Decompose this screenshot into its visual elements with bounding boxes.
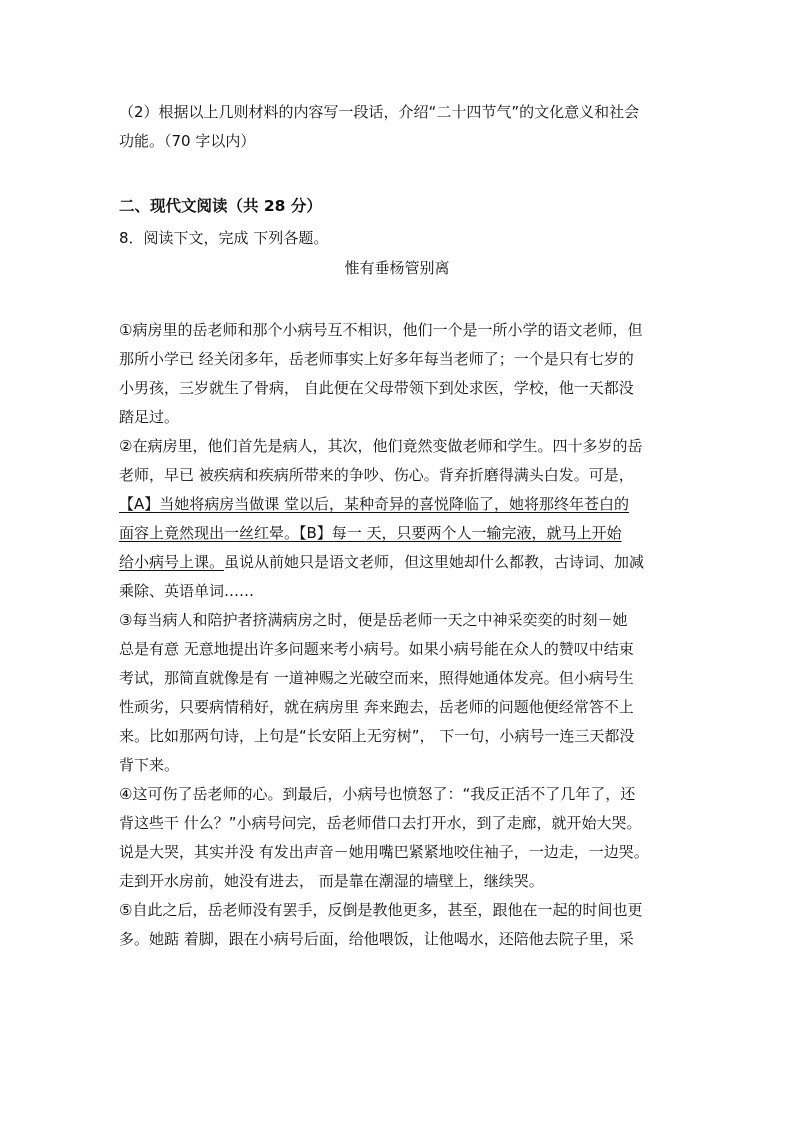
question-2	[119, 98, 679, 156]
article-line: 乘除、英语单词……	[119, 582, 255, 600]
article-line: 性顽劣，只要病情稍好，就在病房里 奔来跑去，岳老师的问题他便经常答不上	[119, 698, 634, 716]
underlined-segment: 给小病号上课。	[119, 553, 225, 571]
article-line: 总是有意 无意地提出许多问题来考小病号。如果小病号能在众人的赞叹中结束	[119, 640, 634, 658]
article-line: 老师，早已 被疾病和疾病所带来的争吵、伤心。背弃折磨得满头白发。可是，	[119, 466, 634, 484]
article-line: ③每当病人和陪护者挤满病房之时，便是岳老师一天之中神采奕奕的时刻－她	[119, 611, 628, 629]
article-line: 背这些干 什么？”小病号问完，岳老师借口去打开水，到了走廊，就开始大哭。	[119, 814, 642, 832]
article-line: 来。比如那两句诗，上句是“长安陌上无穷树”， 下一句，小病号一连三天都没	[119, 727, 635, 745]
article-line-partial-underline	[119, 548, 679, 577]
article-line: 那所小学已 经关闭多年，岳老师事实上好多年每当老师了；一个是只有七岁的	[119, 350, 634, 368]
question-2-line: （2）根据以上几则材料的内容写一段话，介绍“二十四节气”的文化意义和社会	[119, 103, 640, 121]
article-line: ②在病房里，他们首先是病人，其次，他们竟然变做老师和学生。四十多岁的岳	[119, 437, 643, 455]
article-line: 背下来。	[119, 756, 180, 774]
article-title: 惟有垂杨管别离	[344, 259, 450, 277]
section-heading-modern-reading: 二、现代文阅读（共 28 分）	[119, 197, 322, 215]
article-line: ①病房里的岳老师和那个小病号互不相识，他们一个是一所小学的语文老师，但	[119, 321, 643, 339]
article-line: 考试，那简直就像是有 一道神赐之光破空而来，照得她通体发亮。但小病号生	[119, 669, 634, 687]
article-line: ⑤自此之后，岳老师没有罢手，反倒是教他更多，甚至，跟他在一起的时间也更	[119, 901, 643, 919]
article-body	[119, 316, 679, 954]
article-line: 踏足过。	[119, 408, 180, 426]
article-line-underlined: 【A】当她将病房当做课 堂以后，某种奇异的喜悦降临了，她将那终年苍白的	[119, 495, 630, 513]
line-remainder: 虽说从前她只是语文老师，但这里她却什么都教，古诗词、加减	[224, 553, 645, 571]
article-line: 走到开水房前，她没有进去， 而是靠在潮湿的墙壁上，继续哭。	[119, 872, 544, 890]
article-line: 多。她踮 着脚，跟在小病号后面，给他喂饭，让他喝水，还陪他去院子里，采	[119, 930, 634, 948]
article-line: 小男孩，三岁就生了骨病， 自此便在父母带领下到处求医，学校，他一天都没	[119, 379, 634, 397]
question-8-prompt: 8．阅读下文，完成 下列各题。	[119, 229, 329, 247]
article-line: 说是大哭，其实并没 有发出声音－她用嘴巴紧紧地咬住袖子，一边走，一边哭。	[119, 843, 649, 861]
question-2-line: 功能。（70 字以内）	[119, 132, 256, 150]
article-line-underlined: 面容上竟然现出一丝红晕。【B】每一 天，只要两个人一输完液，就马上开始	[119, 524, 622, 542]
article-line: ④这可伤了岳老师的心。到最后，小病号也愤怒了：“我反正活不了几年了，还	[119, 785, 636, 803]
